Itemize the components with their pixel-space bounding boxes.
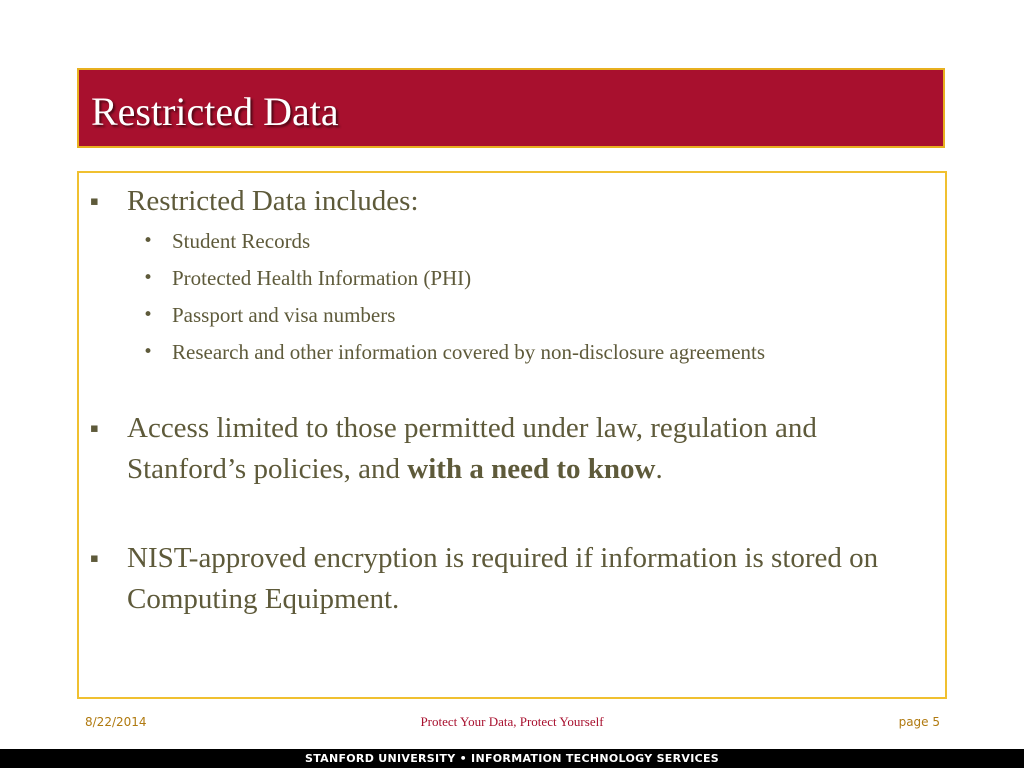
bottom-banner [0, 749, 1024, 768]
page-number: page 5 [898, 715, 940, 729]
sub-bullet-text: Passport and visa numbers [172, 303, 396, 327]
dot-bullet-icon: • [143, 342, 154, 362]
square-bullet-icon: ▪ [90, 551, 99, 566]
sub-bullet-text: Protected Health Information (PHI) [172, 266, 472, 290]
banner-text: STANFORD UNIVERSITY • INFORMATION TECHNOLOGY SERVICES [304, 752, 720, 765]
sub-bullet-item [143, 337, 892, 367]
bullet-item [90, 181, 927, 222]
bullet-text: NIST-approved encryption is required if information is stored on Computing Equipment. [127, 542, 879, 615]
bullet-item [90, 408, 927, 490]
square-bullet-icon: ▪ [90, 194, 99, 209]
sub-bullet-text: Student Records [172, 229, 311, 253]
footer-title: Protect Your Data, Protect Yourself [420, 714, 604, 729]
sub-bullet-item [143, 226, 892, 256]
content-box [77, 171, 947, 699]
bullet-text-end: . [655, 453, 663, 485]
sub-bullet-item [143, 263, 892, 293]
bullet-text: Restricted Data includes: [127, 185, 419, 217]
title-bar [77, 68, 945, 148]
square-bullet-icon: ▪ [90, 421, 99, 436]
sub-bullet-text: Research and other information covered by non-disclosure agreements [172, 340, 766, 364]
dot-bullet-icon: • [143, 305, 154, 325]
sub-bullet-item [143, 300, 892, 330]
slide-title: Restricted Data [91, 89, 339, 134]
dot-bullet-icon: • [143, 231, 154, 251]
footer-date: 8/22/2014 [85, 715, 147, 729]
dot-bullet-icon: • [143, 268, 154, 288]
bullet-text: Access limited to those permitted under law, regulation and Stanford’s policies, and [127, 412, 817, 485]
bullet-emphasis: with a need to know [407, 453, 656, 485]
bullet-item [90, 538, 927, 620]
